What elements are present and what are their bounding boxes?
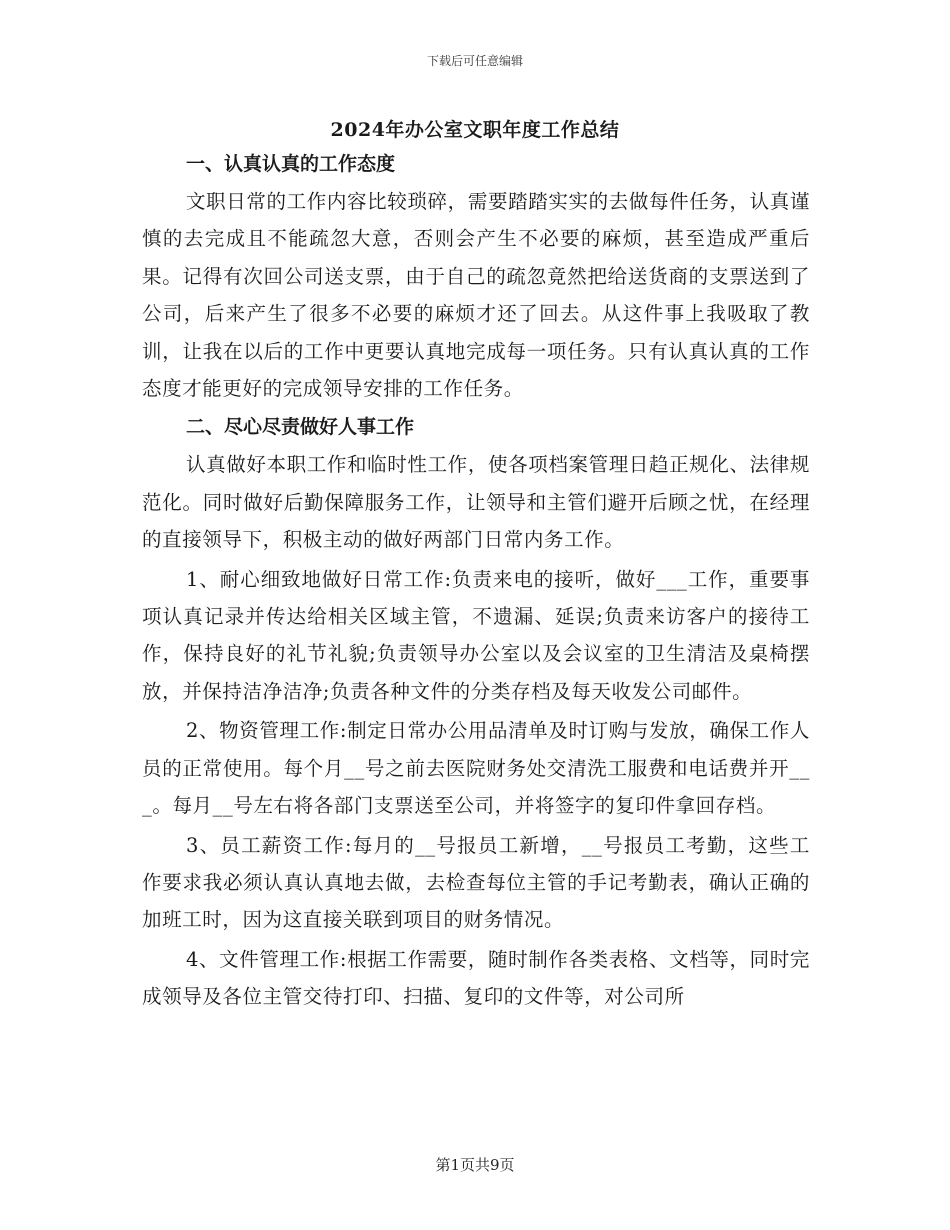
section-1-paragraph-1: 文职日常的工作内容比较琐碎，需要踏踏实实的去做每件任务，认真谨慎的去完成且不能疏忽大意，否则会产生不必要的麻烦，甚至造成严重后果。记得有次回公司送支票，由于自己的疏忽竟然把给送货商的支票送到了公司，后来产生了很多不必要的麻烦才还了回去。从这件事上我吸取了教训，让我在以后的工作中更要认真地完成每一项任务。只有认真认真的工作态度才能更好的完成领导安排的工作任务。 — [142, 190, 810, 401]
section-1-heading: 一、认真认真的工作态度 — [186, 153, 396, 175]
section-2-paragraph-1: 认真做好本职工作和临时性工作，使各项档案管理日趋正规化、法律规范化。同时做好后勤保障服务工作，让领导和主管们避开后顾之忧，在经理的直接领导下，积极主动的做好两部门日常内务工作。 — [142, 453, 810, 552]
section-2-item-3: 3、员工薪资工作:每月的__号报员工新增，__号报员工考勤，这些工作要求我必须认真认真地去做，去检查每位主管的手记考勤表，确认正确的加班工时，因为这直接关联到项目的财务情况。 — [142, 833, 810, 932]
page-footer: 第1页共9页 — [435, 1156, 515, 1174]
section-2-item-4: 4、文件管理工作:根据工作需要，随时制作各类表格、文档等，同时完成领导及各位主管交待打印、扫描、复印的文件等，对公司所 — [142, 947, 810, 1009]
document-title: 2024年办公室文职年度工作总结 — [330, 119, 620, 141]
section-2-item-2: 2、物资管理工作:制定日常办公用品清单及时订购与发放，确保工作人员的正常使用。每个月__号之前去医院财务处交清洗工服费和电话费并开___。每月__号左右将各部门支票送至公司，并将签字的复印件拿回存档。 — [142, 719, 810, 818]
section-2-heading: 二、尽心尽责做好人事工作 — [186, 416, 415, 439]
header-note: 下载后可任意编辑 — [426, 54, 523, 68]
section-2-item-1: 1、耐心细致地做好日常工作:负责来电的接听，做好___工作，重要事项认真记录并传达给相关区域主管，不遗漏、延误;负责来访客户的接待工作，保持良好的礼节礼貌;负责领导办公室以及会议室的卫生清洁及桌椅摆放，并保持洁净洁净;负责各种文件的分类存档及每天收发公司邮件。 — [142, 567, 810, 703]
document-body — [142, 146, 810, 1018]
